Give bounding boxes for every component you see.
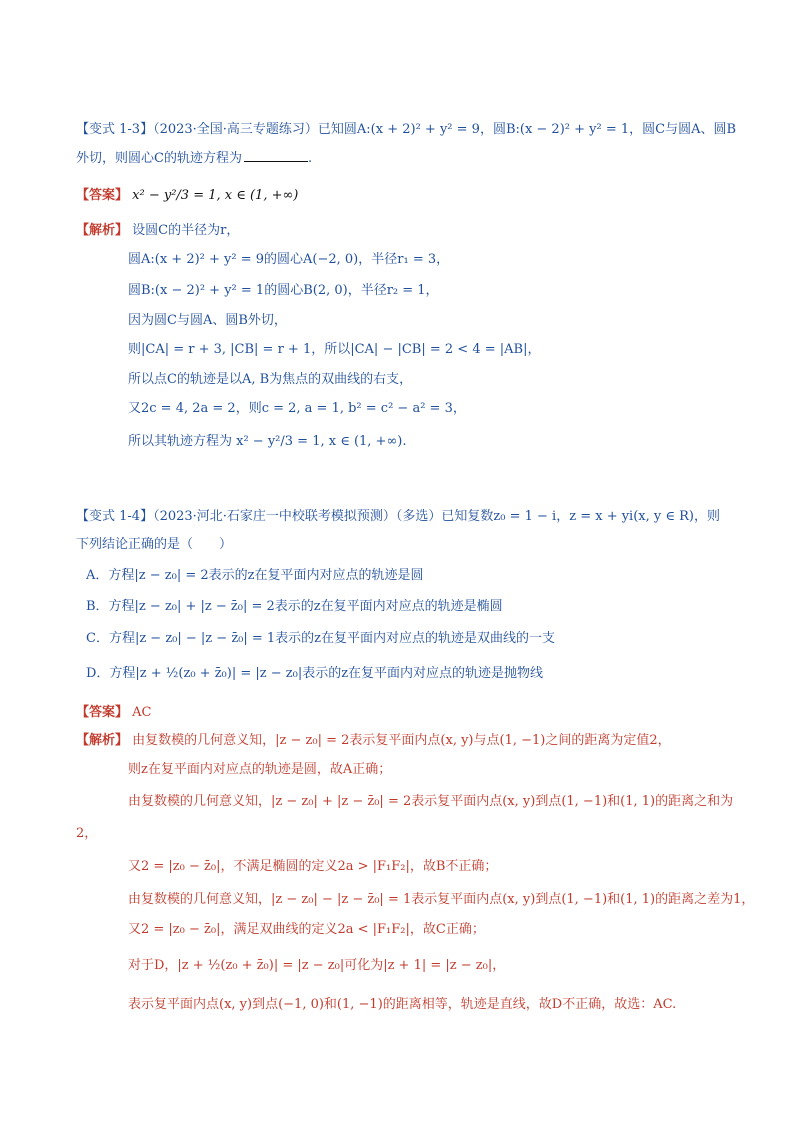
analysis-step: 又2 = |z₀ − z̄₀|，满足双曲线的定义2a < |F₁F₂|，故C正确； <box>128 922 485 937</box>
analysis-label: 【解析】 <box>76 733 129 748</box>
analysis-step: 2， <box>76 826 98 841</box>
analysis-label: 【解析】 <box>76 223 129 238</box>
analysis-step: 则|CA| = r + 3, |CB| = r + 1，所以|CA| − |CB| = 2 < 4 = |AB|， <box>128 342 541 357</box>
problem1-stem-line2-text: 外切，则圆心C的轨迹方程为 <box>76 151 242 166</box>
option-d: D．方程|z + ½(z₀ + z̄₀)| = |z − z₀|表示的z在复平面内对应点的轨迹是抛物线 <box>86 666 544 681</box>
problem1-stem-line2 <box>76 147 312 169</box>
problem1-analysis-first <box>76 221 239 241</box>
analysis-step: 由复数模的几何意义知，|z − z₀| = 2表示复平面内点(x, y)与点(1, −1)之间的距离为定值2， <box>132 733 671 748</box>
analysis-step: 又2c = 4, 2a = 2，则c = 2, a = 1, b² = c² − a² = 3， <box>128 401 466 416</box>
problem2-answer <box>76 703 152 723</box>
analysis-step: 因为圆C与圆A、圆B外切， <box>128 313 287 328</box>
answer-label: 【答案】 <box>76 188 129 203</box>
option-a: A．方程|z − z₀| = 2表示的z在复平面内对应点的轨迹是圆 <box>86 568 424 583</box>
analysis-step: 则z在复平面内对应点的轨迹是圆，故A正确； <box>128 762 392 777</box>
option-c: C．方程|z − z₀| − |z − z̄₀| = 1表示的z在复平面内对应点的轨迹是双曲线的一支 <box>86 631 556 646</box>
analysis-step: 所以其轨迹方程为 x² − y²/3 = 1, x ∈ (1, +∞). <box>128 434 407 449</box>
analysis-step: 表示复平面内点(x, y)到点(−1, 0)和(1, −1)的距离相等，轨迹是直线，故D不正确，故选：AC. <box>128 997 677 1012</box>
analysis-step: 设圆C的半径为r， <box>132 223 240 238</box>
option-b: B．方程|z − z₀| + |z − z̄₀| = 2表示的z在复平面内对应点的轨迹是椭圆 <box>86 599 503 614</box>
analysis-step: 对于D，|z + ½(z₀ + z̄₀)| = |z − z₀|可化为|z + 1| = |z − z₀|， <box>128 958 506 973</box>
analysis-step: 由复数模的几何意义知，|z − z₀| + |z − z̄₀| = 2表示复平面内点(x, y)到点(1, −1)和(1, 1)的距离之和为 <box>128 794 734 809</box>
analysis-step: 圆B:(x − 2)² + y² = 1的圆心B(2, 0)，半径r₂ = 1， <box>128 283 439 298</box>
problem1-stem-line1: 【变式 1-3】（2023·全国·高三专题练习）已知圆A:(x + 2)² + y² = 9，圆B:(x − 2)² + y² = 1，圆C与圆A、圆B <box>76 122 737 137</box>
problem2-analysis-first <box>76 731 671 751</box>
analysis-step: 又2 = |z₀ − z̄₀|，不满足椭圆的定义2a > |F₁F₂|，故B不正确； <box>128 859 498 874</box>
answer-label: 【答案】 <box>76 705 129 720</box>
answer-value: x² − y²/3 = 1, x ∈ (1, +∞) <box>132 188 299 203</box>
problem1-stem-line2-end: . <box>307 151 313 166</box>
analysis-step: 圆A:(x + 2)² + y² = 9的圆心A(−2, 0)，半径r₁ = 3， <box>128 252 450 267</box>
problem1-answer <box>76 186 298 206</box>
answer-value: AC <box>132 705 152 720</box>
answer-blank <box>244 147 308 162</box>
analysis-step: 所以点C的轨迹是以A, B为焦点的双曲线的右支， <box>128 372 413 387</box>
analysis-step: 由复数模的几何意义知，|z − z₀| − |z − z̄₀| = 1表示复平面内点(x, y)到点(1, −1)和(1, 1)的距离之差为1， <box>128 892 755 907</box>
problem2-stem-line2: 下列结论正确的是（ ） <box>76 537 233 552</box>
problem2-stem-line1: 【变式 1-4】（2023·河北·石家庄一中校联考模拟预测）（多选）已知复数z₀ = 1 − i，z = x + yi(x, y ∈ R)，则 <box>76 509 720 524</box>
